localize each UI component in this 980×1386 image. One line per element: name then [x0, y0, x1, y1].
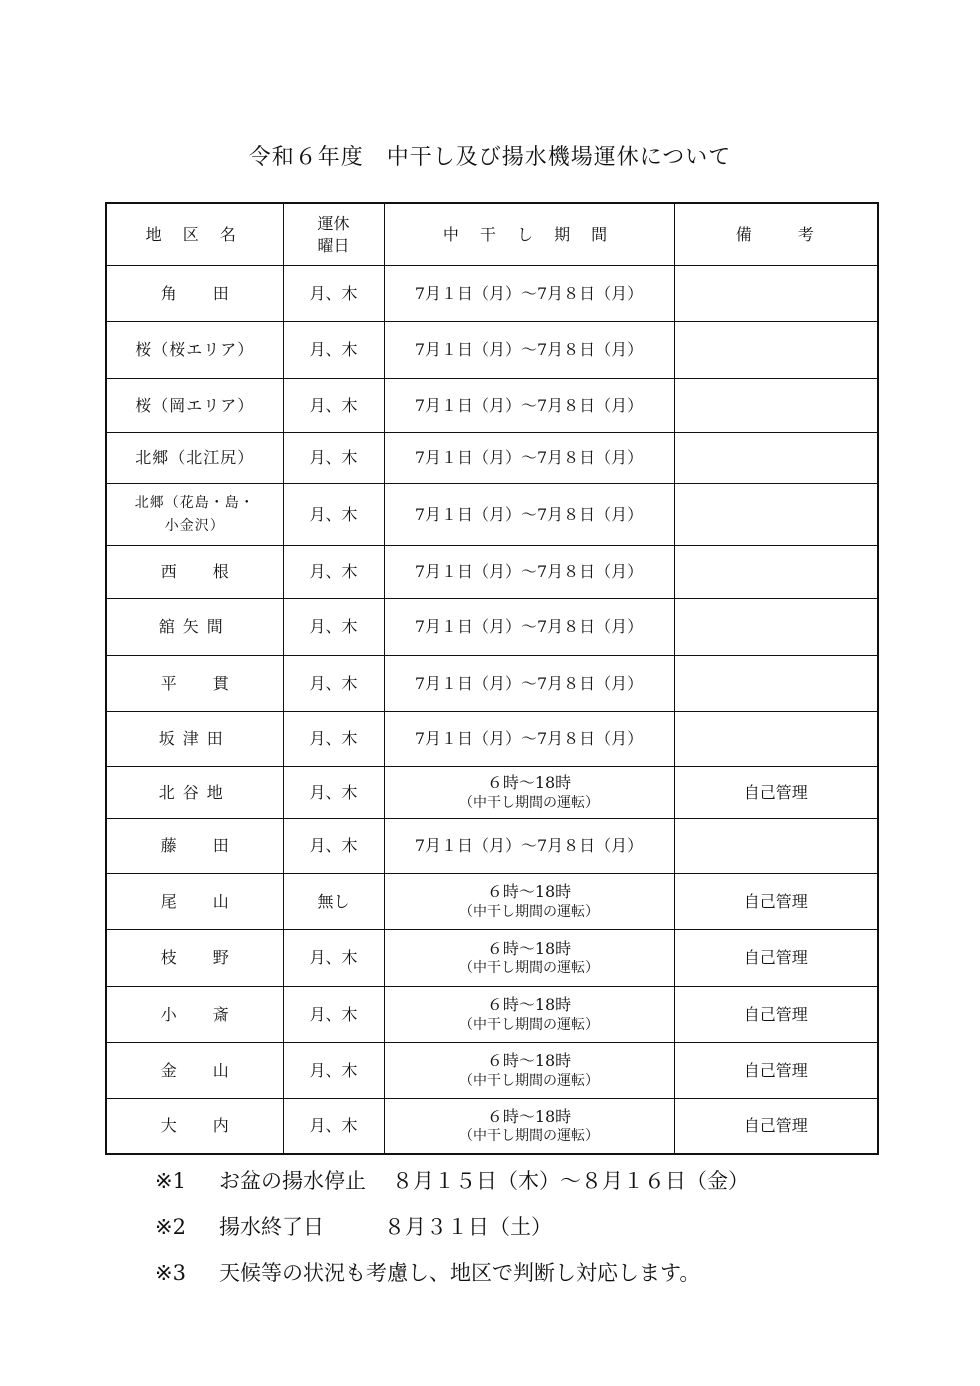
- closed-day-cell: 月、木: [283, 930, 384, 987]
- district-cell: 角田: [106, 266, 283, 322]
- period-cell: [384, 874, 674, 930]
- district-cell: 小斎: [106, 987, 283, 1043]
- note-mark: ※1: [155, 1169, 186, 1193]
- note-text: 揚水終了日: [219, 1215, 324, 1239]
- closed-day-cell: 月、木: [283, 266, 384, 322]
- remark-cell: [674, 599, 878, 656]
- header-period: 中 干 し 期 間: [384, 203, 674, 266]
- district-cell: 北郷（北江尻）: [106, 433, 283, 484]
- table-header-row: [106, 203, 878, 266]
- closed-day-cell: 月、木: [283, 433, 384, 484]
- remark-cell: 自己管理: [674, 987, 878, 1043]
- note-item: [155, 1250, 749, 1296]
- remark-cell: [674, 379, 878, 433]
- notes: [155, 1158, 749, 1296]
- closed-day-cell: 月、木: [283, 987, 384, 1043]
- remark-cell: [674, 433, 878, 484]
- table-row: [106, 546, 878, 599]
- district-cell: 桜（岡エリア）: [106, 379, 283, 433]
- note-date: ８月３１日（土）: [384, 1215, 552, 1239]
- district-cell: 大内: [106, 1099, 283, 1154]
- table-row: [106, 379, 878, 433]
- note-text: 天候等の状況も考慮し、地区で判断し対応します。: [219, 1261, 701, 1285]
- period-cell: [384, 987, 674, 1043]
- table-row: [106, 712, 878, 767]
- table-row: [106, 484, 878, 546]
- header-district: 地 区 名: [106, 203, 283, 266]
- table-row: [106, 656, 878, 712]
- table-row: [106, 1099, 878, 1154]
- period-note: （中干し期間の運転）: [459, 1128, 599, 1145]
- district-cell: 西根: [106, 546, 283, 599]
- note-item: [155, 1158, 749, 1204]
- period-time: ６時～18時: [486, 773, 572, 793]
- note-date: ８月１５日（木）～８月１６日（金）: [392, 1169, 749, 1193]
- closed-day-cell: 月、木: [283, 767, 384, 819]
- closed-day-cell: 月、木: [283, 546, 384, 599]
- period-cell: 7月１日（月）～7月８日（月）: [384, 599, 674, 656]
- period-time: ６時～18時: [486, 995, 572, 1015]
- header-remark-b: 考: [797, 224, 816, 244]
- table-row: [106, 987, 878, 1043]
- remark-cell: 自己管理: [674, 930, 878, 987]
- period-cell: 7月１日（月）～7月８日（月）: [384, 266, 674, 322]
- table-row: [106, 266, 878, 322]
- period-time: ６時～18時: [486, 938, 572, 958]
- period-note: （中干し期間の運転）: [459, 794, 599, 811]
- period-time: ６時～18時: [486, 882, 572, 902]
- period-cell: 7月１日（月）～7月８日（月）: [384, 379, 674, 433]
- period-cell: [384, 1043, 674, 1099]
- schedule-table: [105, 202, 879, 1155]
- note-mark: ※2: [155, 1215, 186, 1239]
- period-cell: 7月１日（月）～7月８日（月）: [384, 819, 674, 874]
- period-cell: 7月１日（月）～7月８日（月）: [384, 656, 674, 712]
- header-closed-day-line1: 運休: [317, 213, 350, 233]
- period-cell: [384, 1099, 674, 1154]
- period-note: （中干し期間の運転）: [459, 903, 599, 920]
- remark-cell: 自己管理: [674, 767, 878, 819]
- table-row: [106, 767, 878, 819]
- period-note: （中干し期間の運転）: [459, 960, 599, 977]
- period-cell: [384, 767, 674, 819]
- remark-cell: [674, 819, 878, 874]
- table-row: [106, 874, 878, 930]
- closed-day-cell: 月、木: [283, 819, 384, 874]
- note-item: [155, 1204, 749, 1250]
- remark-cell: [674, 546, 878, 599]
- period-time: ６時～18時: [486, 1051, 572, 1071]
- closed-day-cell: 月、木: [283, 379, 384, 433]
- closed-day-cell: 月、木: [283, 656, 384, 712]
- period-note: （中干し期間の運転）: [459, 1016, 599, 1033]
- district-cell: 尾山: [106, 874, 283, 930]
- district-cell: [106, 484, 283, 546]
- header-closed-day-line2: 曜日: [317, 235, 350, 255]
- note-mark: ※3: [155, 1261, 186, 1285]
- remark-cell: 自己管理: [674, 1099, 878, 1154]
- remark-cell: [674, 266, 878, 322]
- period-time: ６時～18時: [486, 1106, 572, 1126]
- closed-day-cell: 月、木: [283, 599, 384, 656]
- table-row: [106, 819, 878, 874]
- header-remark-a: 備: [735, 224, 754, 244]
- page-title: 令和６年度 中干し及び揚水機場運休について: [248, 145, 732, 170]
- closed-day-cell: 月、木: [283, 1099, 384, 1154]
- district-cell-line2: 小金沢）: [164, 517, 225, 534]
- remark-cell: [674, 322, 878, 379]
- table-row: [106, 599, 878, 656]
- remark-cell: 自己管理: [674, 874, 878, 930]
- district-cell: 桜（桜エリア）: [106, 322, 283, 379]
- remark-cell: [674, 484, 878, 546]
- header-remark: [674, 203, 878, 266]
- closed-day-cell: 無し: [283, 874, 384, 930]
- closed-day-cell: 月、木: [283, 1043, 384, 1099]
- period-cell: 7月１日（月）～7月８日（月）: [384, 433, 674, 484]
- district-cell: 枝野: [106, 930, 283, 987]
- table-row: [106, 930, 878, 987]
- period-cell: 7月１日（月）～7月８日（月）: [384, 322, 674, 379]
- period-cell: [384, 930, 674, 987]
- closed-day-cell: 月、木: [283, 712, 384, 767]
- district-cell: 平貫: [106, 656, 283, 712]
- remark-cell: [674, 656, 878, 712]
- closed-day-cell: 月、木: [283, 484, 384, 546]
- district-cell: 坂津田: [106, 712, 283, 767]
- period-note: （中干し期間の運転）: [459, 1072, 599, 1089]
- district-cell: 北谷地: [106, 767, 283, 819]
- table-row: [106, 322, 878, 379]
- district-cell: 藤田: [106, 819, 283, 874]
- header-closed-day: [283, 203, 384, 266]
- table-row: [106, 433, 878, 484]
- period-cell: 7月１日（月）～7月８日（月）: [384, 546, 674, 599]
- remark-cell: [674, 712, 878, 767]
- district-cell-line1: 北郷（花島・島・: [134, 495, 255, 512]
- closed-day-cell: 月、木: [283, 322, 384, 379]
- period-cell: 7月１日（月）～7月８日（月）: [384, 712, 674, 767]
- district-cell: 舘矢間: [106, 599, 283, 656]
- note-text: お盆の揚水停止: [219, 1169, 366, 1193]
- period-cell: 7月１日（月）～7月８日（月）: [384, 484, 674, 546]
- remark-cell: 自己管理: [674, 1043, 878, 1099]
- table-row: [106, 1043, 878, 1099]
- district-cell: 金山: [106, 1043, 283, 1099]
